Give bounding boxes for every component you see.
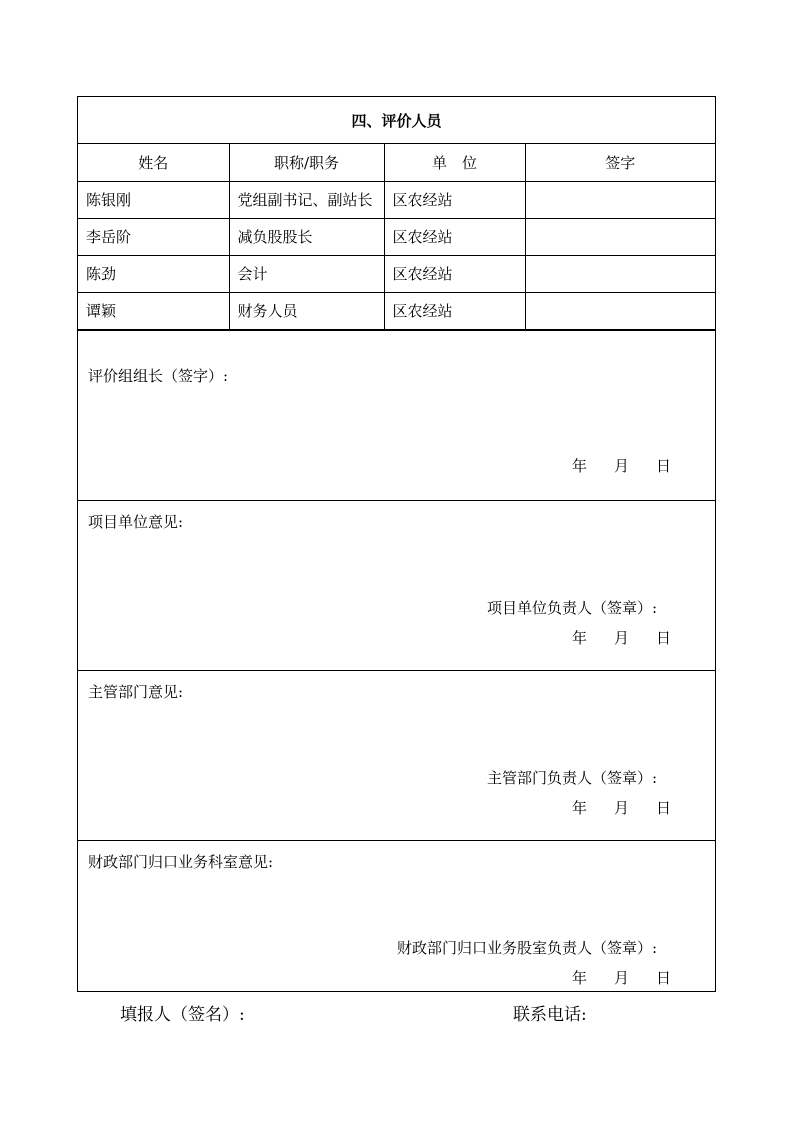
evaluation-form xyxy=(77,96,716,992)
signature-field[interactable] xyxy=(525,181,715,218)
signature-field[interactable] xyxy=(525,292,715,329)
person-unit: 区农经站 xyxy=(384,181,525,218)
table-row xyxy=(78,218,715,255)
person-title: 财务人员 xyxy=(229,292,384,329)
dept-date xyxy=(572,797,671,818)
person-name: 谭颖 xyxy=(78,292,229,329)
dept-opinion-section[interactable] xyxy=(78,670,715,840)
person-unit: 区农经站 xyxy=(384,218,525,255)
project-date xyxy=(572,627,671,648)
dept-opinion-label: 主管部门意见: xyxy=(88,682,184,701)
date-day: 日 xyxy=(655,798,671,817)
project-opinion-section[interactable] xyxy=(78,500,715,670)
finance-opinion-label: 财政部门归口业务科室意见: xyxy=(88,852,274,871)
date-month: 月 xyxy=(613,628,629,647)
date-day: 日 xyxy=(655,628,671,647)
date-month: 月 xyxy=(613,798,629,817)
leader-signature-label: 评价组组长（签字）: xyxy=(88,366,229,385)
date-month: 月 xyxy=(613,968,629,987)
filler-signature-label: 填报人（签名）: xyxy=(120,1005,245,1025)
section-title: 四、评价人员 xyxy=(78,97,715,144)
finance-date xyxy=(572,967,671,988)
leader-signature-section[interactable] xyxy=(78,330,715,500)
date-day: 日 xyxy=(655,456,671,475)
finance-sign-label: 财政部门归口业务股室负责人（签章）: xyxy=(396,938,657,957)
person-unit: 区农经站 xyxy=(384,255,525,292)
date-year: 年 xyxy=(571,628,587,647)
contact-phone-label: 联系电话: xyxy=(513,1005,587,1025)
date-year: 年 xyxy=(571,456,587,475)
personnel-table xyxy=(78,144,715,330)
person-title: 减负股股长 xyxy=(229,218,384,255)
person-title: 会计 xyxy=(229,255,384,292)
date-year: 年 xyxy=(571,798,587,817)
person-unit: 区农经站 xyxy=(384,292,525,329)
date-month: 月 xyxy=(613,456,629,475)
finance-opinion-section[interactable] xyxy=(78,840,715,990)
person-name: 陈劲 xyxy=(78,255,229,292)
header-name: 姓名 xyxy=(78,144,229,181)
leader-date xyxy=(572,455,671,476)
date-year: 年 xyxy=(571,968,587,987)
header-title: 职称/职务 xyxy=(229,144,384,181)
table-row xyxy=(78,292,715,329)
person-name: 陈银刚 xyxy=(78,181,229,218)
dept-sign-label: 主管部门负责人（签章）: xyxy=(486,768,657,787)
header-unit: 单 位 xyxy=(384,144,525,181)
table-header-row xyxy=(78,144,715,181)
table-row xyxy=(78,255,715,292)
table-row xyxy=(78,181,715,218)
signature-field[interactable] xyxy=(525,218,715,255)
date-day: 日 xyxy=(655,968,671,987)
project-sign-label: 项目单位负责人（签章）: xyxy=(486,598,657,617)
header-signature: 签字 xyxy=(525,144,715,181)
person-name: 李岳阶 xyxy=(78,218,229,255)
person-title: 党组副书记、副站长 xyxy=(229,181,384,218)
signature-field[interactable] xyxy=(525,255,715,292)
project-opinion-label: 项目单位意见: xyxy=(88,512,184,531)
